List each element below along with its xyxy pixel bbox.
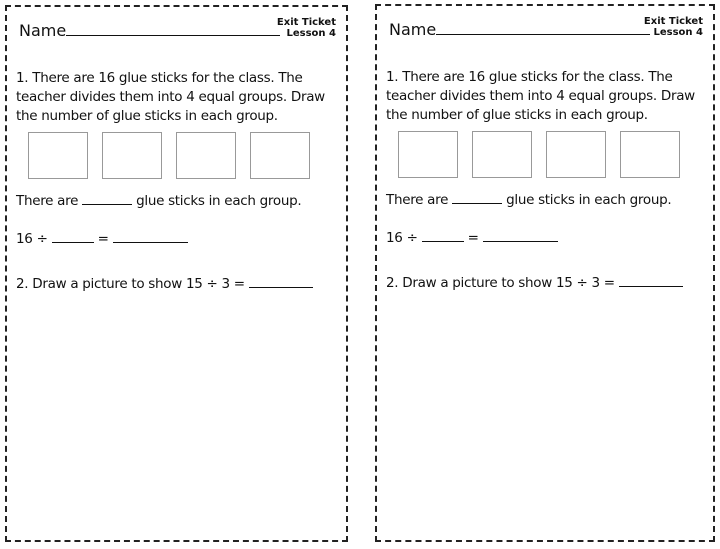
blank[interactable] — [483, 229, 558, 242]
question-2-text: 2. Draw a picture to show 15 ÷ 3 = — [16, 276, 245, 292]
lesson-label: Lesson 4 — [653, 27, 703, 38]
blank[interactable] — [422, 229, 464, 242]
group-box[interactable] — [176, 132, 236, 179]
group-box[interactable] — [28, 132, 88, 179]
equation-start: 16 ÷ — [16, 231, 48, 247]
name-field[interactable] — [389, 20, 650, 39]
blank[interactable] — [452, 191, 502, 204]
blank[interactable] — [619, 274, 683, 287]
group-box[interactable] — [250, 132, 310, 179]
question-2-text: 2. Draw a picture to show 15 ÷ 3 = — [386, 275, 615, 291]
blank[interactable] — [82, 192, 132, 205]
question-2 — [16, 275, 313, 292]
sentence-start: There are — [386, 192, 449, 208]
question-1: 1. There are 16 glue sticks for the class. The teacher divides them into 4 equal groups. Draw the number of glue sticks in each group. — [386, 69, 695, 123]
equation-start: 16 ÷ — [386, 230, 418, 246]
group-box[interactable] — [620, 131, 680, 178]
ticket-title: Exit Ticket — [643, 16, 703, 27]
name-field[interactable] — [19, 21, 280, 40]
lesson-label: Lesson 4 — [286, 28, 336, 39]
group-box[interactable] — [472, 131, 532, 178]
name-line[interactable] — [66, 21, 280, 36]
equals: = — [97, 231, 109, 247]
name-label: Name — [19, 21, 67, 40]
ticket-header — [644, 16, 703, 38]
sentence-end: glue sticks in each group. — [506, 192, 672, 208]
exit-ticket-right — [375, 4, 715, 542]
group-box[interactable] — [102, 132, 162, 179]
equation — [386, 229, 558, 246]
group-boxes — [28, 132, 310, 179]
answer-sentence — [386, 191, 671, 208]
equation — [16, 230, 188, 247]
ticket-title: Exit Ticket — [276, 17, 336, 28]
question-2 — [386, 274, 683, 291]
equals: = — [467, 230, 479, 246]
sentence-start: There are — [16, 193, 79, 209]
name-label: Name — [389, 20, 437, 39]
answer-sentence — [16, 192, 301, 209]
group-box[interactable] — [398, 131, 458, 178]
ticket-header — [277, 17, 336, 39]
sentence-end: glue sticks in each group. — [136, 193, 302, 209]
question-1: 1. There are 16 glue sticks for the class. The teacher divides them into 4 equal groups. Draw the number of glue sticks in each group. — [16, 70, 325, 124]
blank[interactable] — [113, 230, 188, 243]
exit-ticket-left — [5, 5, 348, 542]
group-boxes — [398, 131, 680, 178]
blank[interactable] — [249, 275, 313, 288]
group-box[interactable] — [546, 131, 606, 178]
name-line[interactable] — [436, 20, 650, 35]
blank[interactable] — [52, 230, 94, 243]
